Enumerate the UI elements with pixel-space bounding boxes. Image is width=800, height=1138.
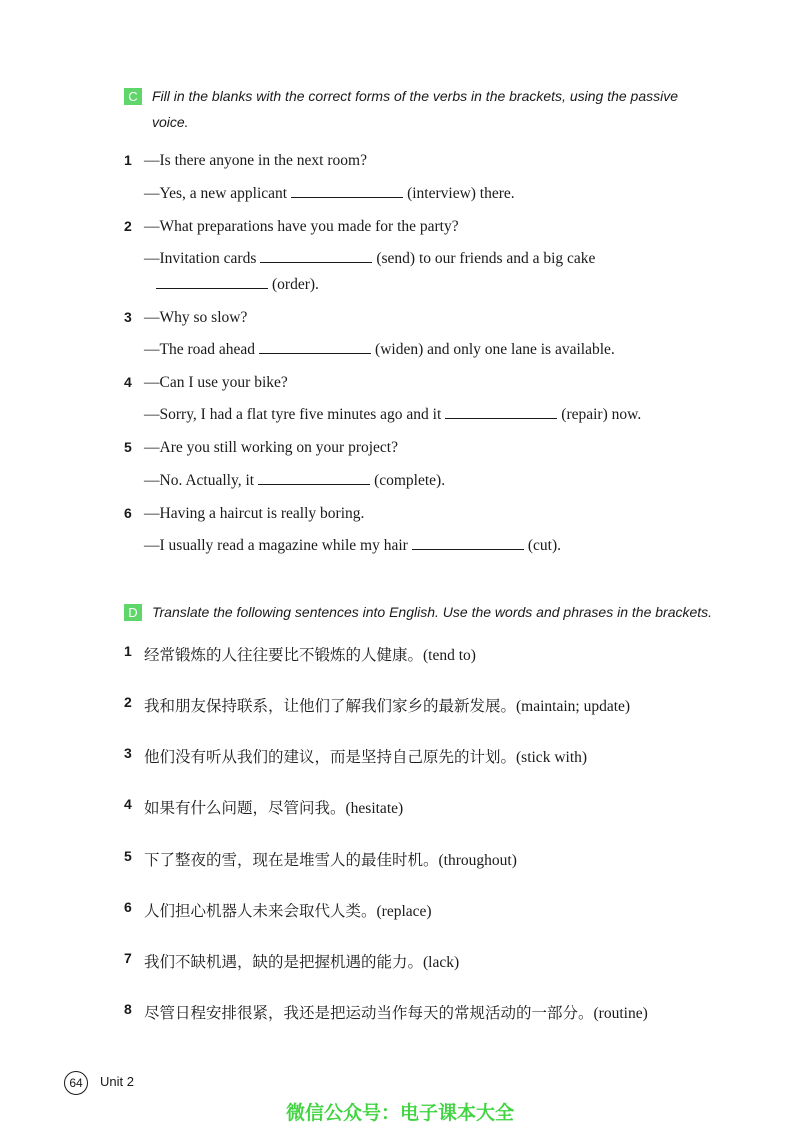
item-number: 4 — [124, 796, 132, 812]
answer-prefix: —No. Actually, it — [144, 472, 255, 489]
answer-line — [144, 250, 595, 268]
item-number: 1 — [124, 643, 132, 659]
question-line: —Can I use your bike? — [144, 374, 288, 391]
question-line: —Are you still working on your project? — [144, 439, 398, 456]
item-number: 6 — [124, 899, 132, 915]
translation-text: 我和朋友保持联系，让他们了解我们家乡的最新发展。(maintain; update) — [144, 698, 631, 715]
answer-prefix: —Sorry, I had a flat tyre five minutes ago and it — [144, 406, 442, 423]
item-number: 2 — [124, 218, 132, 234]
answer-blank[interactable] — [259, 341, 371, 354]
answer-line — [144, 537, 561, 555]
item-number: 3 — [124, 309, 132, 325]
answer-line — [144, 185, 515, 203]
answer-suffix: (order). — [272, 276, 319, 293]
watermark-text: 微信公众号：电子课本大全 — [285, 1102, 514, 1124]
section-c-instruction: Fill in the blanks with the correct forms of the verbs in the brackets, using the passive voice. — [152, 88, 679, 130]
section-c-header — [124, 88, 684, 135]
question-line: —What preparations have you made for the party? — [144, 218, 459, 235]
answer-prefix: —Yes, a new applicant — [144, 185, 288, 202]
answer-suffix: (cut). — [527, 537, 561, 554]
item-number: 6 — [124, 505, 132, 521]
answer-blank[interactable] — [412, 537, 524, 550]
item-number: 7 — [124, 950, 132, 966]
page-number: 64 — [64, 1071, 88, 1095]
answer-prefix: —I usually read a magazine while my hair — [144, 537, 408, 554]
answer-blank[interactable] — [445, 406, 557, 419]
section-c-badge: C — [124, 88, 142, 105]
answer-blank[interactable] — [291, 185, 403, 198]
translation-text: 我们不缺机遇，缺的是把握机遇的能力。(lack) — [144, 954, 460, 971]
translation-text: 下了整夜的雪，现在是堆雪人的最佳时机。(throughout) — [144, 852, 517, 869]
item-number: 2 — [124, 694, 132, 710]
translation-text: 尽管日程安排很紧，我还是把运动当作每天的常规活动的一部分。(routine) — [144, 1005, 648, 1022]
answer-prefix: —The road ahead — [144, 341, 256, 358]
answer-blank[interactable] — [156, 276, 268, 289]
section-d-instruction: Translate the following sentences into English. Use the words and phrases in the brackets. — [152, 604, 713, 620]
answer-line — [144, 472, 445, 490]
item-number: 1 — [124, 152, 132, 168]
answer-prefix: —Invitation cards — [144, 250, 257, 267]
item-number: 8 — [124, 1001, 132, 1017]
item-number: 4 — [124, 374, 132, 390]
translation-text: 经常锻炼的人往往要比不锻炼的人健康。(tend to) — [144, 647, 476, 664]
question-line: —Why so slow? — [144, 309, 248, 326]
answer-suffix: (send) to our friends and a big cake — [376, 250, 596, 267]
answer-suffix: (interview) there. — [407, 185, 515, 202]
section-d-header — [124, 604, 724, 625]
item-number: 3 — [124, 745, 132, 761]
item-number: 5 — [124, 439, 132, 455]
answer-suffix: (complete). — [374, 472, 446, 489]
item-number: 5 — [124, 848, 132, 864]
translation-text: 如果有什么问题，尽管问我。(hesitate) — [144, 800, 404, 817]
answer-line — [144, 406, 641, 424]
answer-suffix: (repair) now. — [561, 406, 642, 423]
answer-blank[interactable] — [260, 250, 372, 263]
answer-blank[interactable] — [258, 472, 370, 485]
question-line: —Having a haircut is really boring. — [144, 505, 365, 522]
translation-text: 他们没有听从我们的建议，而是坚持自己原先的计划。(stick with) — [144, 749, 588, 766]
question-line: —Is there anyone in the next room? — [144, 152, 367, 169]
section-d-badge: D — [124, 604, 142, 621]
unit-label: Unit 2 — [100, 1074, 134, 1089]
translation-text: 人们担心机器人未来会取代人类。(replace) — [144, 903, 432, 920]
answer-line — [156, 276, 319, 294]
answer-suffix: (widen) and only one lane is available. — [375, 341, 615, 358]
answer-line — [144, 341, 615, 359]
